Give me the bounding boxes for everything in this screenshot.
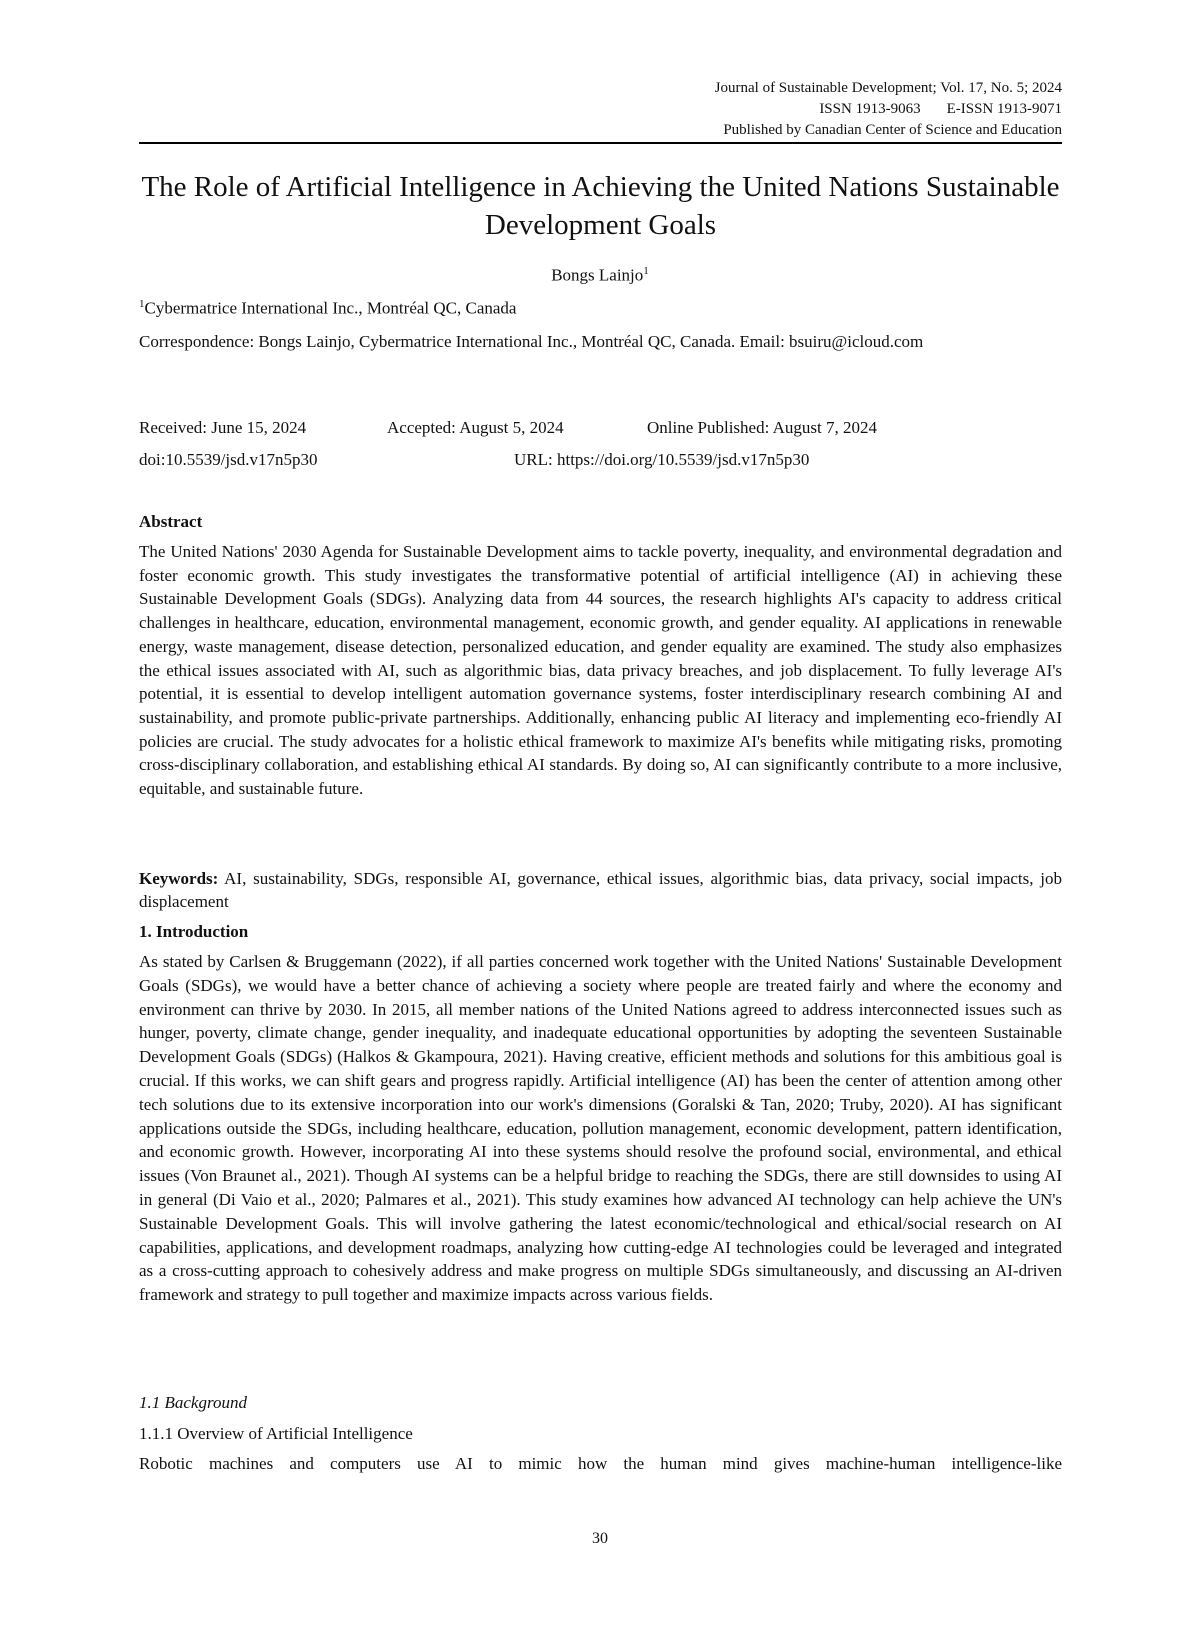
correspondence: Correspondence: Bongs Lainjo, Cybermatrice International Inc., Montréal QC, Canada. Email: bsuiru@icloud.com [139,332,924,351]
abstract-heading: Abstract [139,512,203,531]
issn: ISSN 1913-9063 [819,101,921,117]
paper-title: The Role of Artificial Intelligence in Achieving the United Nations Sustainable Development Goals [141,171,1060,241]
continuation-text: Robotic machines and computers use AI to mimic how the human mind gives machine-human intelligence-like [139,1454,1062,1473]
keywords [139,867,1062,913]
ai-overview-heading: 1.1.1 Overview of Artificial Intelligence [139,1424,413,1443]
doi-row [139,450,1062,474]
affiliation-mark: 1 [139,298,145,310]
author-line [0,265,1200,286]
author-affiliation-mark: 1 [643,265,649,277]
publisher: Published by Canadian Center of Science and Education [723,122,1062,138]
received-date: Received: June 15, 2024 [139,418,307,437]
published-date: Online Published: August 7, 2024 [647,418,877,437]
introduction-text: As stated by Carlsen & Bruggemann (2022), if all parties concerned work together with the United Nations' Sustainable Development Goals (SDGs), we would have a better chance of achieving a society where people are treated fairly and where the economy and environment can thrive by 2030. In 2015, all member nations of the United Nations agreed to address interconnected issues such as hunger, poverty, climate change, gender inequality, and inadequate educational opportunities by adopting the seventeen Sustainable Development Goals (SDGs) (Halkos & Gkampoura, 2021). Having creative, efficient methods and solutions for this ambitious goal is crucial. If this works, we can shift gears and progress rapidly. Artificial intelligence (AI) has been the center of attention among other tech solutions due to its extensive incorporation into our work's dimensions (Goralski & Tan, 2020; Truby, 2020). AI has significant applications outside the SDGs, including healthcare, education, pollution management, economic development, pattern identification, and economic growth. However, incorporating AI into these systems should resolve the profound social, environmental, and ethical issues (Von Braunet al., 2021). Though AI systems can be a helpful bridge to reaching the SDGs, there are still downsides to using AI in general (Di Vaio et al., 2020; Palmares et al., 2021). This study examines how advanced AI technology can help achieve the UN's Sustainable Development Goals. This will involve gathering the latest economic/technological and ethical/social research on AI capabilities, applications, and development roadmaps, analyzing how cutting-edge AI technologies could be leveraged and integrated as a cross-cutting approach to cohesively address and make progress on multiple SDGs simultaneously, and discussing an AI-driven framework and strategy to pull together and maximize impacts across various fields. [139,952,1062,1305]
keywords-label: Keywords: [139,869,219,888]
affiliation-text: Cybermatrice International Inc., Montréal QC, Canada [144,298,517,318]
issn-line [715,99,1062,120]
accepted-date: Accepted: August 5, 2024 [387,418,564,437]
page-number: 30 [592,1530,608,1547]
author-name: Bongs Lainjo [551,265,644,285]
journal-header [715,78,1062,141]
background-heading: 1.1 Background [139,1393,247,1412]
doi-url[interactable]: URL: https://doi.org/10.5539/jsd.v17n5p30 [514,450,810,469]
affiliation [139,298,516,319]
introduction-heading: 1. Introduction [139,922,249,941]
abstract-text: The United Nations' 2030 Agenda for Sustainable Development aims to tackle poverty, inequality, and environmental degradation and foster economic growth. This study investigates the transformative potential of artificial intelligence (AI) in achieving these Sustainable Development Goals (SDGs). Analyzing data from 44 sources, the research highlights AI's capacity to address critical challenges in healthcare, education, environmental management, economic growth, and gender equality. AI applications in renewable energy, waste management, disease detection, personalized education, and gender equality are examined. The study also emphasizes the ethical issues associated with AI, such as algorithmic bias, data privacy breaches, and job displacement. To fully leverage AI's potential, it is essential to develop intelligent automation governance systems, foster interdisciplinary research combining AI and sustainability, and promote public-private partnerships. Additionally, enhancing public AI literacy and implementing eco-friendly AI policies are crucial. The study advocates for a holistic ethical framework to maximize AI's benefits while mitigating risks, promoting cross-disciplinary collaboration, and establishing ethical AI standards. By doing so, AI can significantly contribute to a more inclusive, equitable, and sustainable future. [139,542,1062,799]
journal-citation: Journal of Sustainable Development; Vol. 17, No. 5; 2024 [714,80,1062,96]
keywords-text: AI, sustainability, SDGs, responsible AI, governance, ethical issues, algorithmic bias, data privacy, social impacts, job displacement [139,869,1062,911]
publication-dates [139,418,1062,442]
doi: doi:10.5539/jsd.v17n5p30 [139,450,318,469]
eissn: E-ISSN 1913-9071 [946,101,1062,117]
header-divider [139,142,1062,144]
